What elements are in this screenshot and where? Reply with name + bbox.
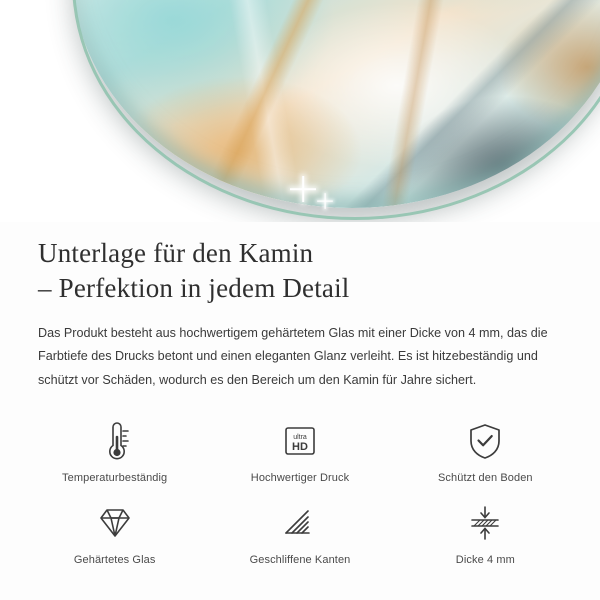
thermometer-icon: [95, 418, 135, 464]
diamond-icon: [92, 500, 138, 546]
page-title-line-2: – Perfektion in jedem Detail: [38, 273, 350, 304]
text-content: [0, 222, 600, 392]
polished-edges-icon: [278, 500, 322, 546]
feature-label: Dicke 4 mm: [455, 554, 515, 567]
feature-item-temperature: [22, 418, 207, 484]
page-title-line-1: Unterlage für den Kamin: [38, 238, 314, 268]
page-title: [38, 236, 562, 306]
feature-item-thickness: [393, 500, 578, 566]
svg-text:ultra: ultra: [293, 434, 307, 442]
marble-veins-decoration: [72, 0, 600, 208]
feature-item-tempered-glass: [22, 500, 207, 566]
feature-item-print-quality: [207, 418, 392, 484]
feature-item-polished-edges: [207, 500, 392, 566]
feature-label: Geschliffene Kanten: [249, 554, 351, 567]
svg-text:HD: HD: [292, 441, 308, 454]
ultra-hd-icon: [278, 418, 322, 464]
description-paragraph: Das Produkt besteht aus hochwertigem gehärtetem Glas mit einer Dicke von 4 mm, das die Farbtiefe des Drucks betont und einen eleganten Glanz verleiht. Es ist hitzebeständig und schützt vor Schäden, wodurch es den Bereich um den Kamin für Jahre sichert.: [38, 326, 548, 387]
shield-check-icon: [463, 418, 507, 464]
hero-image: [0, 0, 600, 222]
thickness-arrows-icon: [463, 500, 507, 546]
feature-item-floor-protection: [393, 418, 578, 484]
feature-label: Schützt den Boden: [437, 472, 533, 485]
glass-disc-image: [72, 0, 600, 208]
feature-label: Temperaturbeständig: [62, 472, 168, 485]
feature-label: Hochwertiger Druck: [250, 472, 350, 485]
feature-grid: [0, 418, 600, 566]
feature-label: Gehärtetes Glas: [73, 554, 156, 567]
